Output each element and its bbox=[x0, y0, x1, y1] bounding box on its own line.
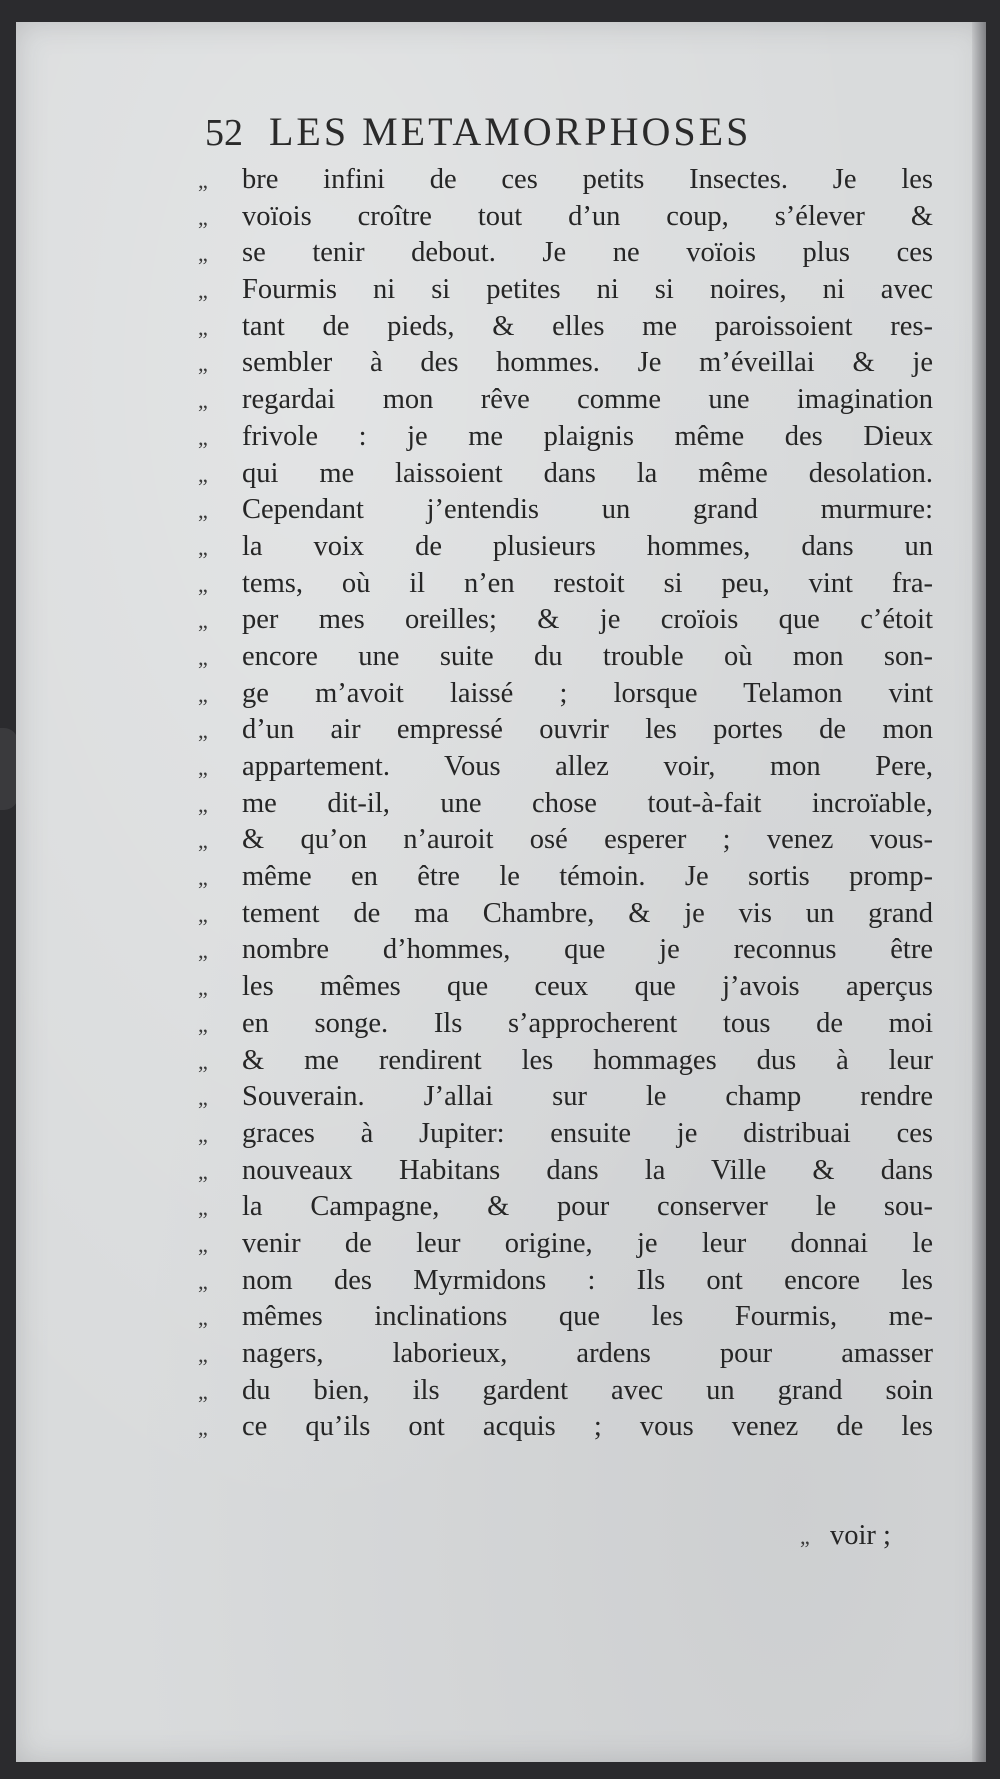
text-line bbox=[198, 1336, 933, 1373]
quote-mark: „ bbox=[198, 1268, 208, 1294]
line-text: & me rendirent les hommages dus à leur bbox=[242, 1044, 933, 1076]
quote-mark: „ bbox=[198, 901, 208, 927]
quote-mark: „ bbox=[198, 571, 208, 597]
text-line bbox=[198, 1299, 933, 1336]
line-text: Cependant j’entendis un grand murmure: bbox=[242, 494, 933, 526]
quote-mark: „ bbox=[198, 534, 208, 560]
quote-mark: „ bbox=[198, 241, 208, 267]
text-line bbox=[198, 786, 933, 823]
quote-mark: „ bbox=[198, 314, 208, 340]
quote-mark: „ bbox=[198, 644, 208, 670]
line-text: graces à Jupiter: ensuite je distribuai ces bbox=[242, 1117, 933, 1149]
text-line bbox=[198, 1226, 933, 1263]
quote-mark: „ bbox=[198, 498, 208, 524]
quote-mark: „ bbox=[198, 681, 208, 707]
quote-mark: „ bbox=[198, 1305, 208, 1331]
line-text: ce qu’ils ont acquis ; vous venez de les bbox=[242, 1411, 933, 1443]
text-line bbox=[198, 932, 933, 969]
quote-mark: „ bbox=[198, 278, 208, 304]
line-text: me dit-il, une chose tout-à-fait incroïable, bbox=[242, 787, 933, 819]
body-text bbox=[198, 162, 933, 1446]
text-line bbox=[198, 602, 933, 639]
running-title: LES METAMORPHOSES bbox=[269, 109, 752, 154]
catchword-text: voir ; bbox=[830, 1520, 891, 1551]
quote-mark: „ bbox=[198, 1158, 208, 1184]
line-text: encore une suite du trouble où mon son- bbox=[242, 640, 933, 672]
quote-mark: „ bbox=[198, 351, 208, 377]
text-line bbox=[198, 345, 933, 382]
quote-mark: „ bbox=[198, 608, 208, 634]
quote-mark: „ bbox=[198, 1121, 208, 1147]
text-line bbox=[198, 1189, 933, 1226]
text-line bbox=[198, 419, 933, 456]
text-line bbox=[198, 1006, 933, 1043]
quote-mark: „ bbox=[198, 1195, 208, 1221]
line-text: la Campagne, & pour conserver le sou- bbox=[242, 1191, 933, 1223]
line-text: venir de leur origine, je leur donnai le bbox=[242, 1227, 933, 1259]
text-line bbox=[198, 1079, 933, 1116]
quote-mark: „ bbox=[198, 1048, 208, 1074]
line-text: tems, où il n’en restoit si peu, vint fra- bbox=[242, 567, 933, 599]
line-text: sembler à des hommes. Je m’éveillai & je bbox=[242, 347, 933, 379]
quote-mark: „ bbox=[198, 1085, 208, 1111]
text-line bbox=[198, 1116, 933, 1153]
quote-mark: „ bbox=[198, 791, 208, 817]
quote-mark: „ bbox=[198, 204, 208, 230]
line-text: nouveaux Habitans dans la Ville & dans bbox=[242, 1154, 933, 1186]
line-text: d’un air empressé ouvrir les portes de mon bbox=[242, 714, 933, 746]
page-header bbox=[205, 108, 751, 168]
text-line bbox=[198, 382, 933, 419]
line-text: per mes oreilles; & je croïois que c’étoit bbox=[242, 604, 933, 636]
line-text: nom des Myrmidons : Ils ont encore les bbox=[242, 1264, 933, 1296]
text-line bbox=[198, 712, 933, 749]
text-line bbox=[198, 1043, 933, 1080]
text-line bbox=[198, 492, 933, 529]
line-text: bre infini de ces petits Insectes. Je les bbox=[242, 164, 933, 195]
text-line bbox=[198, 309, 933, 346]
line-text: Souverain. J’allai sur le champ rendre bbox=[242, 1081, 933, 1113]
text-line bbox=[198, 1373, 933, 1410]
text-line bbox=[198, 566, 933, 603]
line-text: voïois croître tout d’un coup, s’élever & bbox=[242, 200, 933, 232]
quote-mark: „ bbox=[198, 168, 208, 193]
quote-mark: „ bbox=[198, 424, 208, 450]
line-text: nagers, laborieux, ardens pour amasser bbox=[242, 1338, 933, 1369]
line-text: se tenir debout. Je ne voïois plus ces bbox=[242, 237, 933, 269]
line-text: la voix de plusieurs hommes, dans un bbox=[242, 530, 933, 562]
line-text: & qu’on n’auroit osé esperer ; venez vous- bbox=[242, 824, 933, 856]
line-text: même en être le témoin. Je sortis promp- bbox=[242, 861, 933, 893]
text-line bbox=[198, 529, 933, 566]
line-text: regardai mon rêve comme une imagination bbox=[242, 384, 933, 416]
quote-mark: „ bbox=[198, 461, 208, 487]
text-line bbox=[198, 199, 933, 236]
catchword bbox=[800, 1520, 891, 1552]
quote-mark: „ bbox=[198, 1342, 208, 1367]
text-line bbox=[198, 859, 933, 896]
text-line bbox=[198, 896, 933, 933]
text-line bbox=[198, 1153, 933, 1190]
quote-mark: „ bbox=[198, 1231, 208, 1257]
quote-mark: „ bbox=[198, 865, 208, 891]
quote-mark: „ bbox=[198, 388, 208, 414]
text-line bbox=[198, 235, 933, 272]
line-text: frivole : je me plaignis même des Dieux bbox=[242, 420, 933, 452]
quote-mark: „ bbox=[800, 1524, 810, 1549]
text-line bbox=[198, 639, 933, 676]
text-line bbox=[198, 456, 933, 493]
page-edge-shadow bbox=[972, 22, 986, 1762]
line-text: ge m’avoit laissé ; lorsque Telamon vint bbox=[242, 677, 933, 709]
text-line bbox=[198, 676, 933, 713]
line-text: tement de ma Chambre, & je vis un grand bbox=[242, 897, 933, 929]
line-text: nombre d’hommes, que je reconnus être bbox=[242, 934, 933, 966]
text-line bbox=[198, 272, 933, 309]
page-number: 52 bbox=[205, 112, 243, 154]
text-line bbox=[198, 749, 933, 786]
text-line bbox=[198, 822, 933, 859]
quote-mark: „ bbox=[198, 938, 208, 964]
line-text: appartement. Vous allez voir, mon Pere, bbox=[242, 751, 933, 782]
text-line bbox=[198, 969, 933, 1006]
quote-mark: „ bbox=[198, 1415, 208, 1441]
text-line bbox=[198, 1409, 933, 1446]
quote-mark: „ bbox=[198, 975, 208, 1001]
quote-mark: „ bbox=[198, 1011, 208, 1037]
line-text: les mêmes que ceux que j’avois aperçus bbox=[242, 971, 933, 1003]
quote-mark: „ bbox=[198, 718, 208, 744]
quote-mark: „ bbox=[198, 828, 208, 854]
line-text: du bien, ils gardent avec un grand soin bbox=[242, 1374, 933, 1406]
text-line bbox=[198, 1263, 933, 1300]
text-line bbox=[198, 162, 933, 199]
line-text: qui me laissoient dans la même desolation. bbox=[242, 457, 933, 489]
line-text: tant de pieds, & elles me paroissoient res- bbox=[242, 310, 933, 342]
line-text: en songe. Ils s’approcherent tous de moi bbox=[242, 1007, 933, 1039]
quote-mark: „ bbox=[198, 755, 208, 780]
quote-mark: „ bbox=[198, 1378, 208, 1404]
line-text: Fourmis ni si petites ni si noires, ni avec bbox=[242, 274, 933, 306]
line-text: mêmes inclinations que les Fourmis, me- bbox=[242, 1301, 933, 1333]
